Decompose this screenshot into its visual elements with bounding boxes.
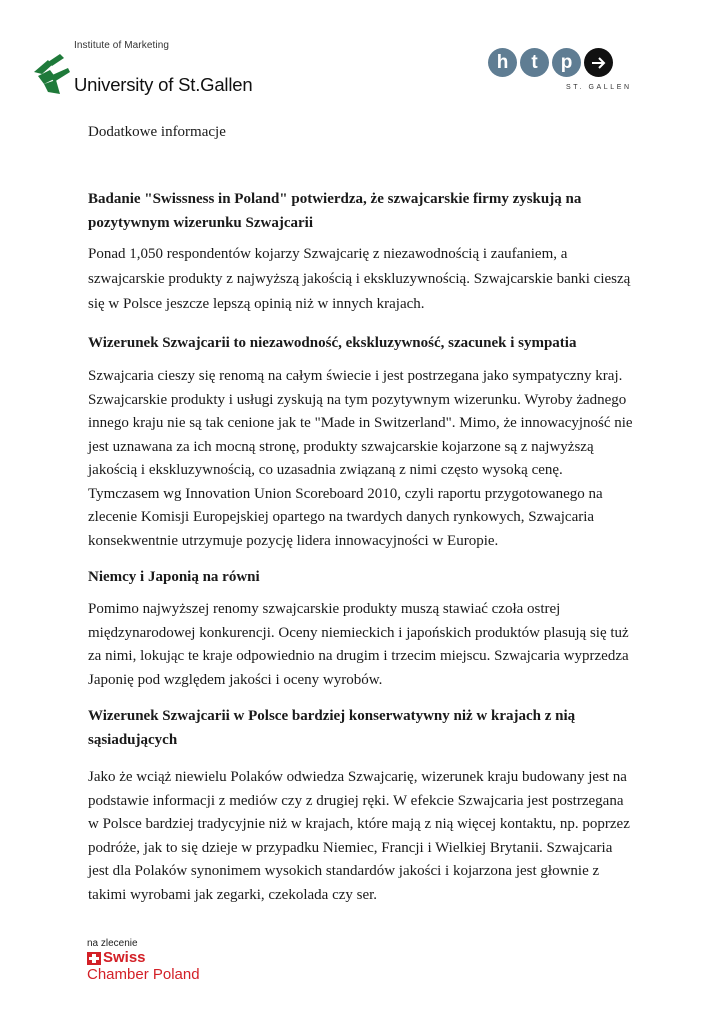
document-title: Dodatkowe informacje [88,124,226,140]
institute-label: Institute of Marketing [74,40,170,51]
university-name: University of St.Gallen [74,74,253,95]
chamber-poland-wordmark: Chamber Poland [87,966,200,983]
htp-letter-p: p [552,48,581,77]
hsg-logo-icon [34,54,70,94]
arrow-right-icon [584,48,613,77]
document-body [88,124,636,907]
swiss-wordmark: Swiss [103,949,146,966]
htp-letter-t: t [520,48,549,77]
swiss-flag-icon [87,952,101,965]
section-heading: Badanie "Swissness in Poland" potwierdza, że szwajcarskie firmy zyskują na pozytywnym wizerunku Szwajcarii [88,191,582,231]
article [88,187,636,907]
section-heading: Niemcy i Japonią na równi [88,569,260,585]
section-body: Jako że wciąż niewielu Polaków odwiedza Szwajcarię, wizerunek kraju budowany jest na podstawie informacji z mediów czy z drugiej ręki. W efekcie Szwajcaria jest postrzegana w Polsce bardziej tradycyjnie niż w krajach, które mają z nią więcej kontaktu, np. poprzez podróże, jak to się dzieje w przypadku Niemiec, Francji i Wielkiej Brytanii. Szwajcaria jest dla Polaków synonimem wysokich standardów jakości i kojarzona jest głownie z takimi wyrobami jak zegarki, czekolada czy ser. [88,769,630,903]
section-3 [88,565,636,692]
htp-logo [488,48,613,80]
section-1 [88,187,636,317]
section-2 [88,331,636,553]
htp-city-label: ST. GALLEN [566,84,632,91]
section-body: Szwajcaria cieszy się renomą na całym świecie i jest postrzegana jako sympatyczny kraj. Szwajcarskie produkty i usługi zyskują na tym pozytywnym wizerunku. Wyroby żadnego innego kraju nie są tak cenione jak te "Made in Switzerland". Mimo, że innowacyjność nie jest uznawana za ich mocną stronę, produkty szwajcarskie kojarzone są z najwyższą jakością i ekskluzywnością, co uzasadnia związaną z nimi często wysoką cenę. Tymczasem wg Innovation Union Scoreboard 2010, czyli raportu przygotowanego na zlecenie Komisji Europejskiej opartego na twardych danych rynkowych, Szwajcaria konsekwentnie utrzymuje pozycję lidera innowacyjności w Europie. [88,368,633,549]
client-logo [87,938,200,984]
section-4 [88,704,636,907]
section-body: Pomimo najwyższej renomy szwajcarskie produkty muszą stawiać czoła ostrej międzynarodowej konkurencji. Oceny niemieckich i japońskich produktów plasują się tuż za nimi, lokując te kraje odpowiednio na drugim i trzecim miejscu. Szwajcaria wyprzedza Japonię pod względem jakości i oceny wyrobów. [88,601,629,688]
section-body: Ponad 1,050 respondentów kojarzy Szwajcarię z niezawodnością i zaufaniem, a szwajcarskie produkty z najwyższą jakością i ekskluzywnością. Szwajcarskie banki cieszą się w Polsce jeszcze lepszą opinią niż w innych krajach. [88,246,631,312]
section-heading: Wizerunek Szwajcarii to niezawodność, ekskluzywność, szacunek i sympatia [88,335,577,351]
commissioned-by-label: na zlecenie [87,938,138,949]
section-heading: Wizerunek Szwajcarii w Polsce bardziej konserwatywny niż w krajach z nią sąsiadujących [88,708,576,748]
htp-letter-h: h [488,48,517,77]
